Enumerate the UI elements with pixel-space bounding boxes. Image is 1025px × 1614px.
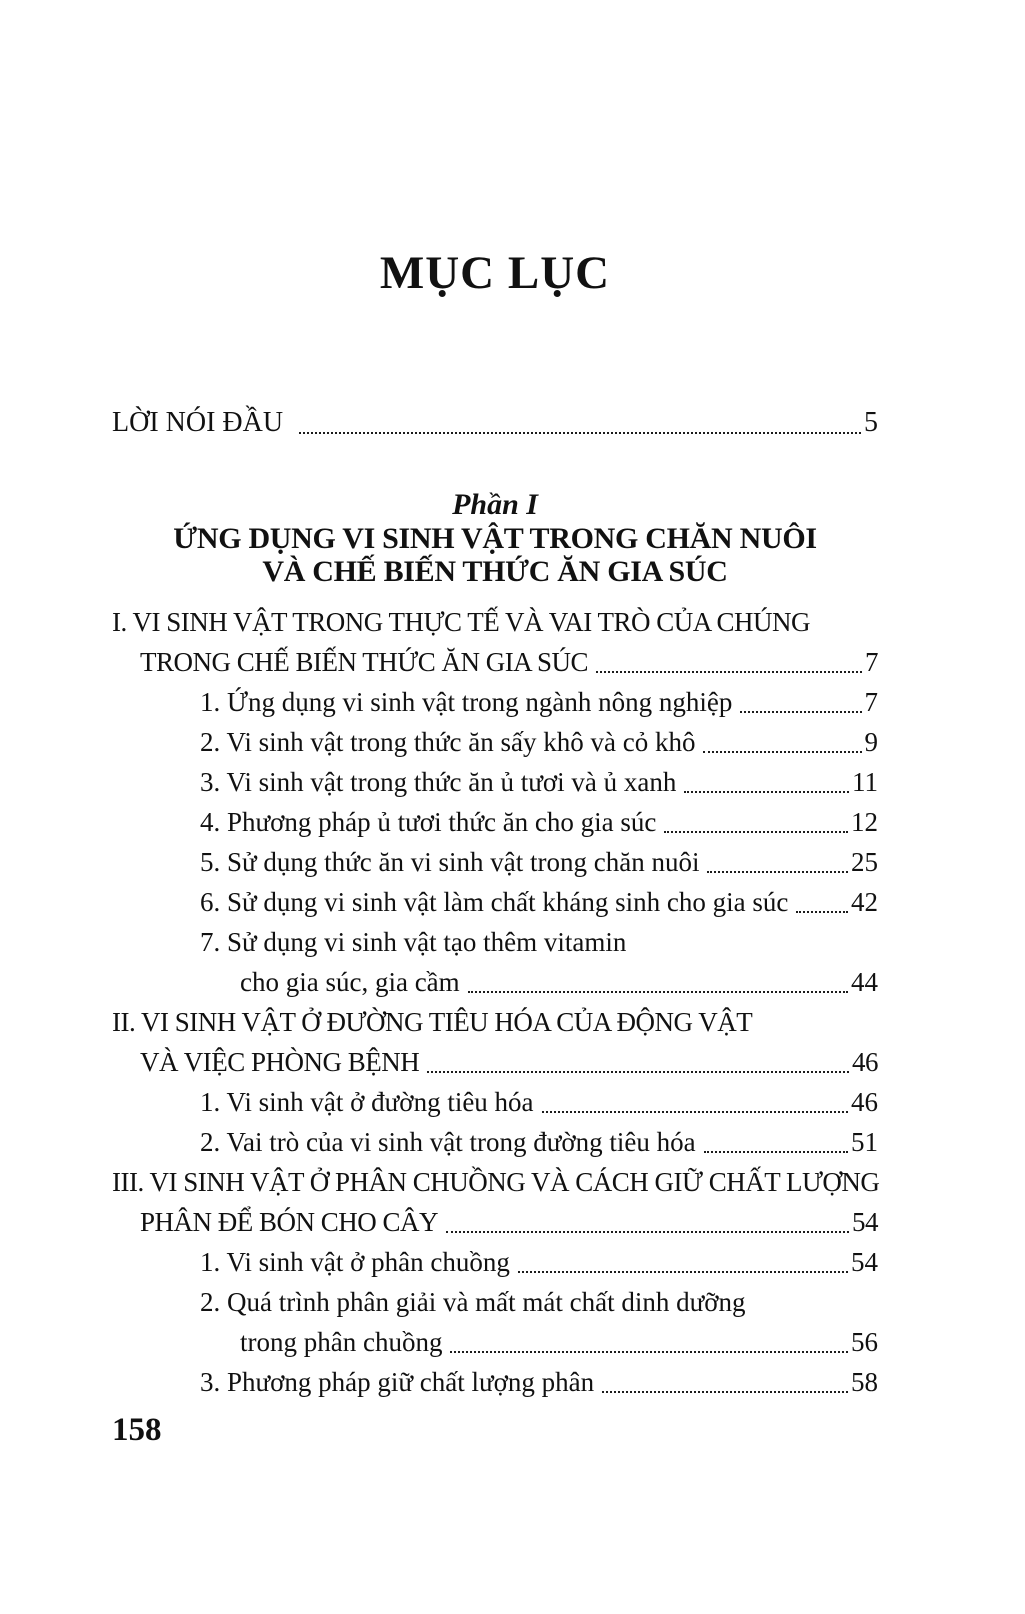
toc-entry xyxy=(112,682,878,722)
toc-list xyxy=(112,602,878,1402)
toc-entry-label: 4. Phương pháp ủ tươi thức ăn cho gia súc xyxy=(200,806,657,837)
toc-entry-page: 54 xyxy=(851,1246,878,1277)
part-title-line-2: VÀ CHẾ BIẾN THỨC ĂN GIA SÚC xyxy=(262,554,728,588)
toc-entry-label: LỜI NÓI ĐẦU xyxy=(112,406,284,438)
dot-leader xyxy=(602,1391,848,1393)
toc-entry xyxy=(112,1162,878,1202)
toc-entry-page: 7 xyxy=(864,686,878,717)
dot-leader xyxy=(450,1351,848,1353)
dot-leader xyxy=(664,831,848,833)
part-kicker: Phần I xyxy=(452,487,538,521)
toc-entry xyxy=(112,1202,878,1242)
toc-entry-label: 6. Sử dụng vi sinh vật làm chất kháng sinh cho gia súc xyxy=(200,886,789,917)
dot-leader xyxy=(796,911,848,913)
dot-leader xyxy=(704,1151,848,1153)
toc-entry-page: 51 xyxy=(851,1126,878,1157)
toc-entry-label: VÀ VIỆC PHÒNG BỆNH xyxy=(140,1046,420,1077)
toc-entry xyxy=(112,1122,878,1162)
toc-entry-label: trong phân chuồng xyxy=(240,1326,443,1357)
toc-entry-preface xyxy=(112,404,878,442)
dot-leader xyxy=(518,1271,848,1273)
toc-entry xyxy=(112,882,878,922)
toc-entry-label: TRONG CHẾ BIẾN THỨC ĂN GIA SÚC xyxy=(140,646,588,677)
toc-entry-page: 56 xyxy=(851,1326,878,1357)
toc-entry xyxy=(112,1082,878,1122)
toc-entry-page: 58 xyxy=(851,1366,878,1397)
toc-entry-page: 44 xyxy=(851,966,878,997)
dot-leader xyxy=(299,432,861,434)
toc-entry xyxy=(112,1002,878,1042)
toc-entry-page: 5 xyxy=(864,406,878,438)
part-title-line-1: ỨNG DỤNG VI SINH VẬT TRONG CHĂN NUÔI xyxy=(173,521,817,555)
toc-entry xyxy=(112,722,878,762)
toc-entry xyxy=(112,922,878,962)
toc-entry-page: 12 xyxy=(851,806,878,837)
toc-entry xyxy=(112,762,878,802)
toc-entry-page: 11 xyxy=(852,766,878,797)
dot-leader xyxy=(596,671,862,673)
toc-entry-page: 9 xyxy=(864,726,878,757)
toc-entry-label: 1. Ứng dụng vi sinh vật trong ngành nông nghiệp xyxy=(200,686,733,717)
page-title: MỤC LỤC xyxy=(379,247,611,299)
toc-entry xyxy=(112,1282,878,1322)
toc-entry xyxy=(112,602,878,642)
dot-leader xyxy=(542,1111,848,1113)
toc-entry-label: 1. Vi sinh vật ở đường tiêu hóa xyxy=(200,1086,534,1117)
toc-entry-label: cho gia súc, gia cầm xyxy=(240,966,460,997)
toc-entry xyxy=(112,1362,878,1402)
toc-entry-label: 2. Vai trò của vi sinh vật trong đường tiêu hóa xyxy=(200,1126,696,1157)
toc-entry-label: 7. Sử dụng vi sinh vật tạo thêm vitamin xyxy=(200,926,627,957)
toc-entry xyxy=(112,842,878,882)
toc-entry-label: 3. Phương pháp giữ chất lượng phân xyxy=(200,1366,595,1397)
toc-entry-label: III. VI SINH VẬT Ở PHÂN CHUỒNG VÀ CÁCH GIỮ CHẤT LƯỢNG xyxy=(112,1166,880,1197)
page-number: 158 xyxy=(112,1412,162,1448)
toc-entry xyxy=(112,1242,878,1282)
toc-entry-label: PHÂN ĐỂ BÓN CHO CÂY xyxy=(140,1206,439,1237)
dot-leader xyxy=(468,991,848,993)
toc-entry-page: 54 xyxy=(852,1206,878,1237)
toc-entry-label: II. VI SINH VẬT Ở ĐƯỜNG TIÊU HÓA CỦA ĐỘNG VẬT xyxy=(112,1006,753,1037)
toc-entry-label: 5. Sử dụng thức ăn vi sinh vật trong chăn nuôi xyxy=(200,846,700,877)
dot-leader xyxy=(446,1231,849,1233)
dot-leader xyxy=(707,871,848,873)
toc-entry xyxy=(112,802,878,842)
dot-leader xyxy=(684,791,849,793)
dot-leader xyxy=(703,751,861,753)
dot-leader xyxy=(427,1071,849,1073)
toc-entry-label: I. VI SINH VẬT TRONG THỰC TẾ VÀ VAI TRÒ CỦA CHÚNG xyxy=(112,606,811,637)
toc-entry-label: 1. Vi sinh vật ở phân chuồng xyxy=(200,1246,510,1277)
toc-entry-page: 7 xyxy=(865,646,878,677)
toc-entry xyxy=(112,1322,878,1362)
toc-entry xyxy=(112,642,878,682)
toc-entry xyxy=(112,1042,878,1082)
part-heading xyxy=(112,488,878,588)
toc-entry-page: 46 xyxy=(851,1086,878,1117)
toc-entry-label: 3. Vi sinh vật trong thức ăn ủ tươi và ủ xanh xyxy=(200,766,677,797)
toc-entry xyxy=(112,962,878,1002)
toc-entry-label: 2. Quá trình phân giải và mất mát chất dinh dưỡng xyxy=(200,1286,746,1317)
toc-entry-label: 2. Vi sinh vật trong thức ăn sấy khô và cỏ khô xyxy=(200,726,696,757)
toc-entry-page: 25 xyxy=(851,846,878,877)
toc-entry-page: 46 xyxy=(852,1046,878,1077)
dot-leader xyxy=(740,711,861,713)
toc-entry-page: 42 xyxy=(851,886,878,917)
